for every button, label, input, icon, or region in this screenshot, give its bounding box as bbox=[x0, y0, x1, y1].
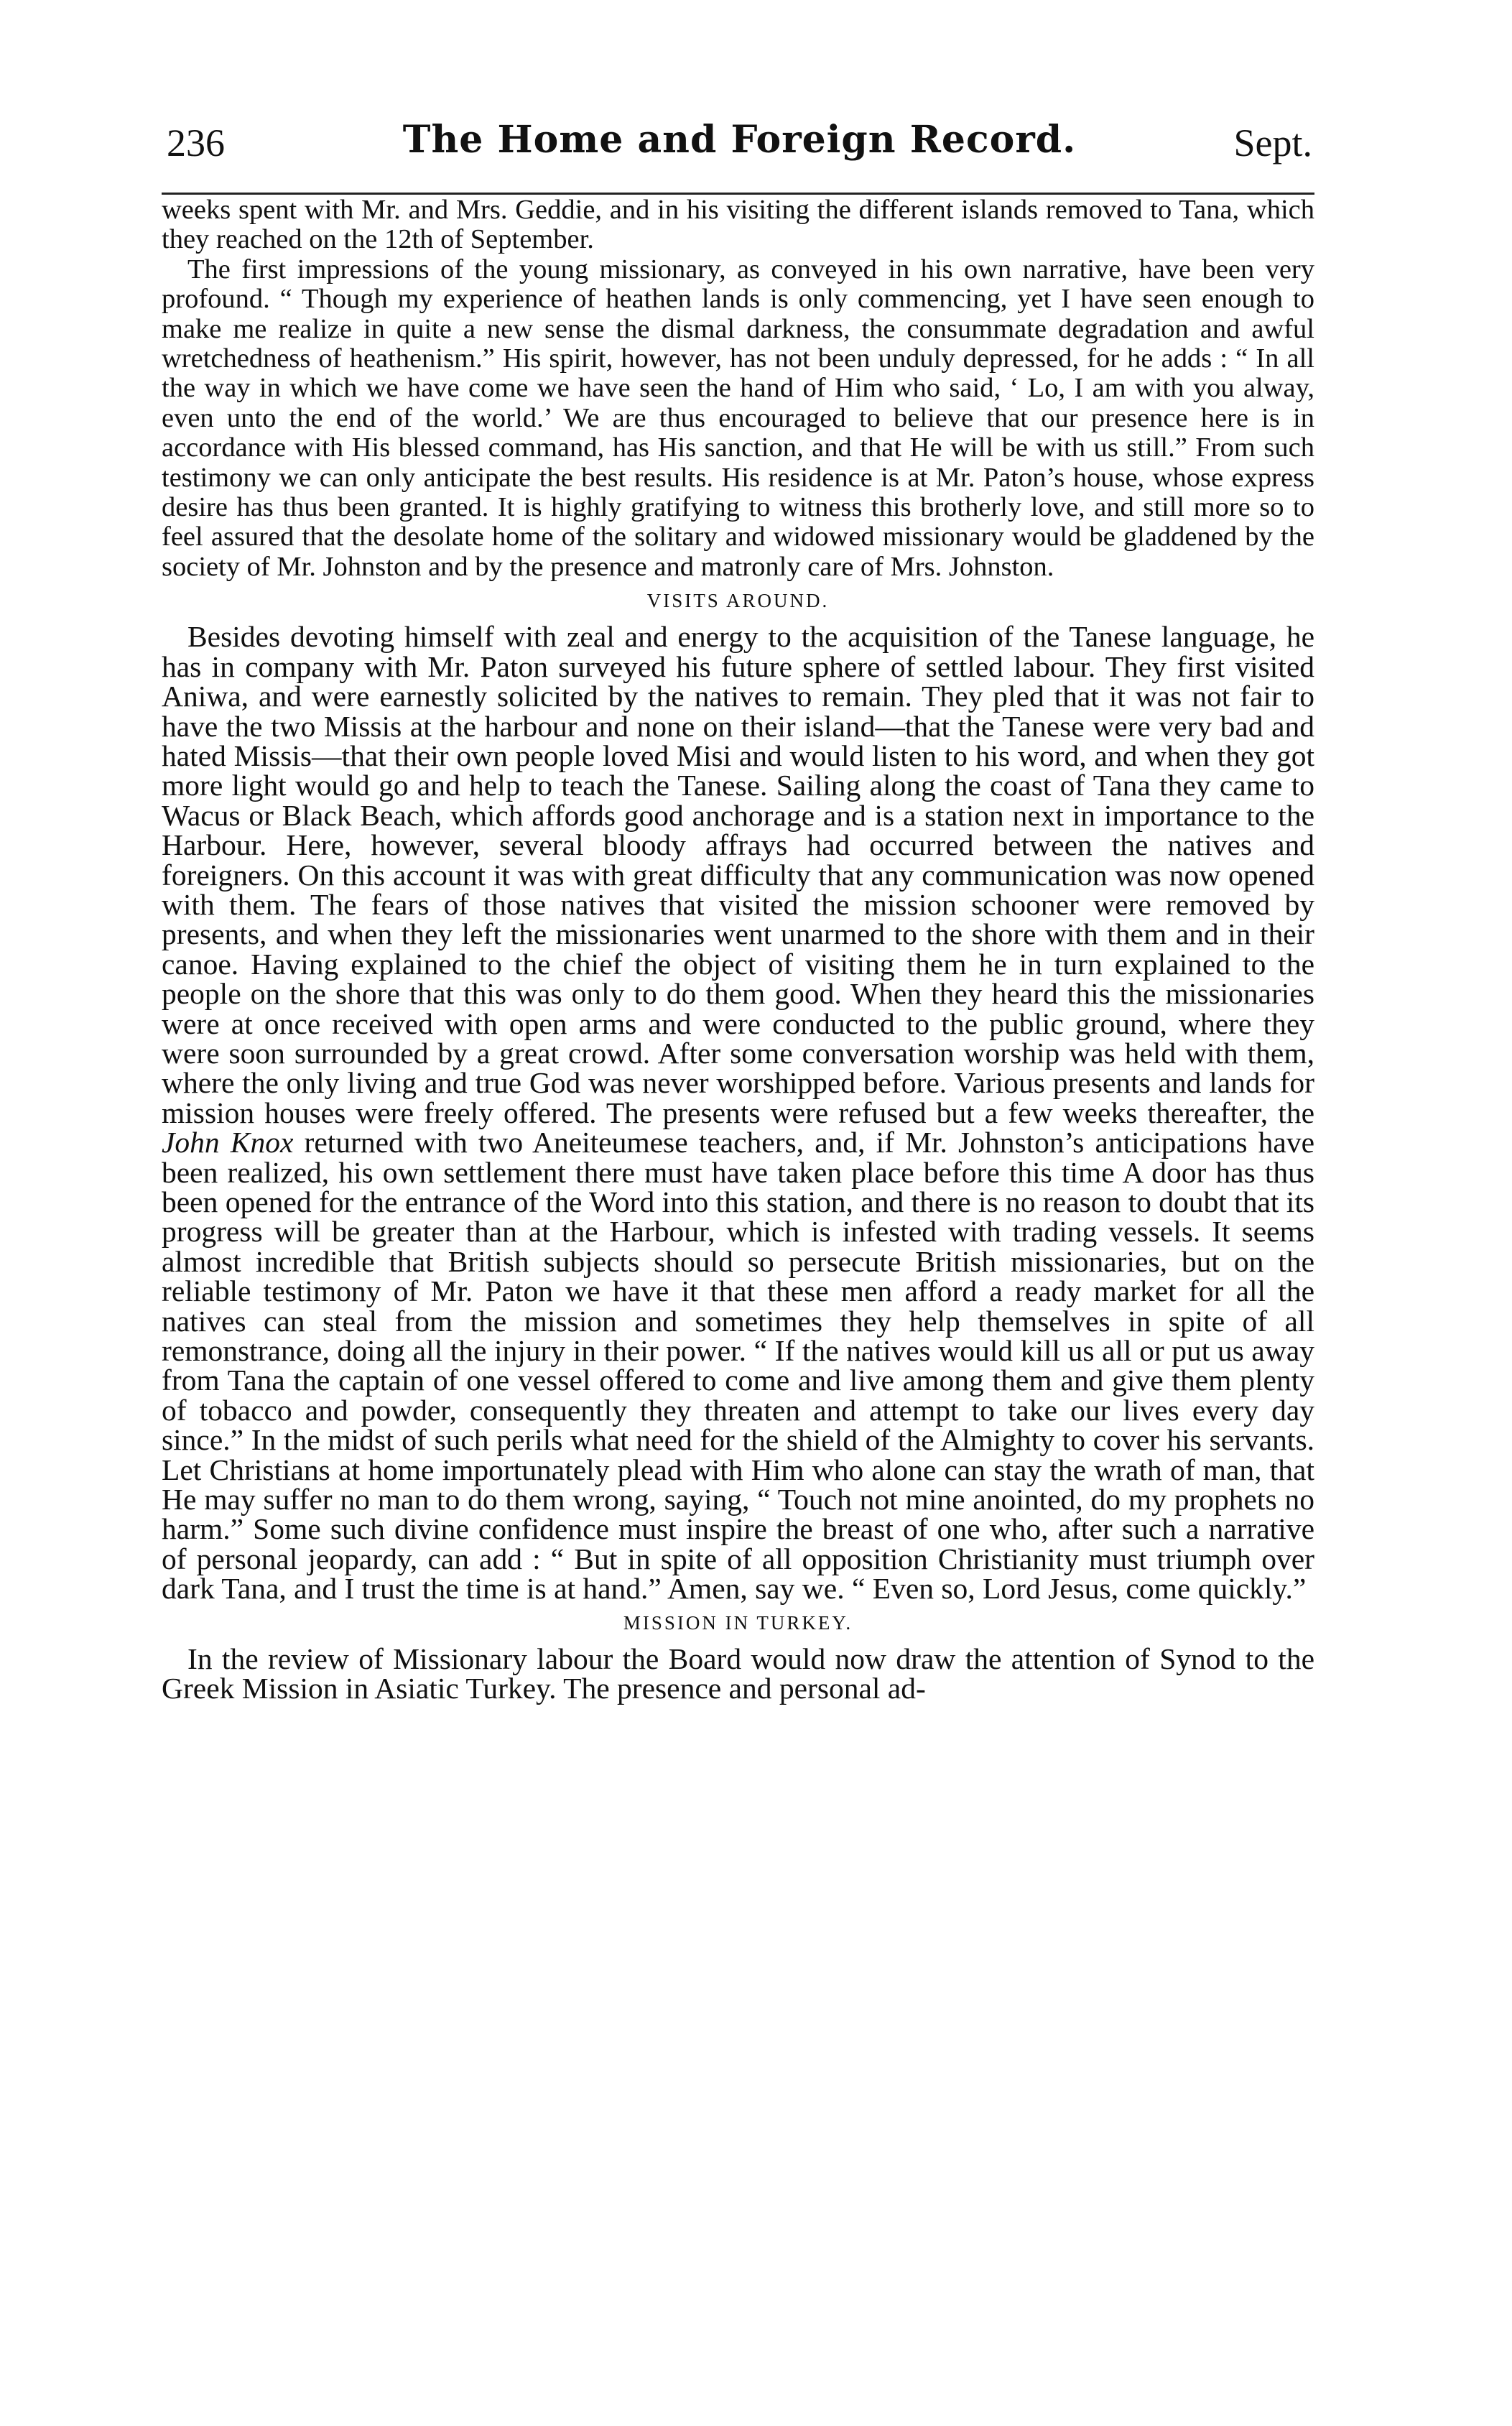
section-heading-mission-in-turkey: MISSION IN TURKEY. bbox=[623, 1611, 853, 1634]
running-header bbox=[167, 115, 1312, 172]
section-heading-visits-around: VISITS AROUND. bbox=[646, 590, 830, 612]
article-body bbox=[162, 195, 1314, 1704]
running-title: The Home and Foreign Record. bbox=[402, 118, 1077, 162]
paragraph-continuation: weeks spent with Mr. and Mrs. Geddie, and in his visiting the different islands removed to Tana, which they reached on the 12th of September. bbox=[162, 195, 1314, 255]
page-number: 236 bbox=[167, 121, 225, 165]
ship-name: John Knox bbox=[162, 1126, 294, 1159]
paragraph-first-impressions: The first impressions of the young missionary, as conveyed in his own narrative, have been very profound. “ Though my experience of heathen lands is only commencing, yet I have seen enough to make me realize in quite a new sense the dismal darkness, the consummate degradation and awful wretchedness of heathenism.” His spirit, however, has not been unduly depressed, for he adds : “ In all the way in which we have come we have seen the hand of Him who said, ‘ Lo, I am with you alway, even unto the end of the world.’ We are thus encouraged to believe that our presence here is in accordance with His blessed command, has His sanction, and that He will be with us still.” From such testimony we can only anticipate the best results. His residence is at Mr. Paton’s house, whose express desire has thus been granted. It is highly gratifying to witness this brotherly love, and still more so to feel assured that the desolate home of the solitary and widowed missionary would be gladdened by the society of Mr. Johnston and by the presence and matronly care of Mrs. Johnston. bbox=[162, 254, 1314, 582]
paragraph-visits-text-a: Besides devoting himself with zeal and energy to the acquisition of the Tanese language, he has in company with Mr. Paton surveyed his future sphere of settled labour. They first visited Aniwa, and were earnestly solicited by the natives to remain. They pled that it was not fair to have the two Missis at the harbour and none on their island—that the Tanese were very bad and hated Missis—that their own people loved Misi and would listen to his word, and when they got more light would go and help to teach the Tanese. Sailing along the coast of Tana they came to Wacus or Black Beach, which affords good anchorage and is a station next in importance to the Harbour. Here, however, several bloody affrays had occurred between the natives and foreigners. On this account it was with great difficulty that any communication was now opened with them. The fears of those natives that visited the mission schooner were removed by presents, and when they left the missionaries went unarmed to the shore with them and in their canoe. Having explained to the chief the object of visiting them he in turn explained to the people on the shore that this was only to do them good. When they heard this the missionaries were at once received with open arms and were conducted to the public ground, where they were soon surrounded by a great crowd. After some conversation worship was held with them, where the only living and true God was never worshipped before. Various presents and lands for mission houses were freely offered. The presents were refused but a few weeks thereafter, the bbox=[162, 620, 1314, 1129]
issue-month: Sept. bbox=[1233, 121, 1312, 165]
paragraph-visits-text-b: returned with two Aneiteumese teachers, and, if Mr. Johnston’s anticipations have been realized, his own settlement there must have taken place before this time A door has thus been opened for the entrance of the Word into this station, and there is no reason to doubt that its progress will be greater than at the Harbour, which is infested with trading vessels. It seems almost incredible that British subjects should so persecute British missionaries, but on the reliable testimony of Mr. Paton we have it that these men afford a ready market for all the natives can steal from the mission and sometimes they help themselves in spite of all remonstrance, doing all the injury in their power. “ If the natives would kill us all or put us away from Tana the captain of one vessel offered to come and live among them and give them plenty of tobacco and powder, consequently they threaten and attempt to take our lives every day since.” In the midst of such perils what need for the shield of the Almighty to cover his servants. Let Christians at home importunately plead with Him who alone can stay the wrath of man, that He may suffer no man to do them wrong, saying, “ Touch not mine anointed, do my prophets no harm.” Some such divine confidence must inspire the breast of one who, after such a narrative of personal jeopardy, can add : “ But in spite of all opposition Christianity must triumph over dark Tana, and I trust the time is at hand.” Amen, say we. “ Even so, Lord Jesus, come quickly.” bbox=[162, 1126, 1314, 1606]
paragraph-mission-in-turkey: In the review of Missionary labour the Board would now draw the attention of Synod to the Greek Mission in Asiatic Turkey. The presence and personal ad- bbox=[162, 1642, 1314, 1705]
paragraph-visits-around bbox=[162, 620, 1314, 1606]
